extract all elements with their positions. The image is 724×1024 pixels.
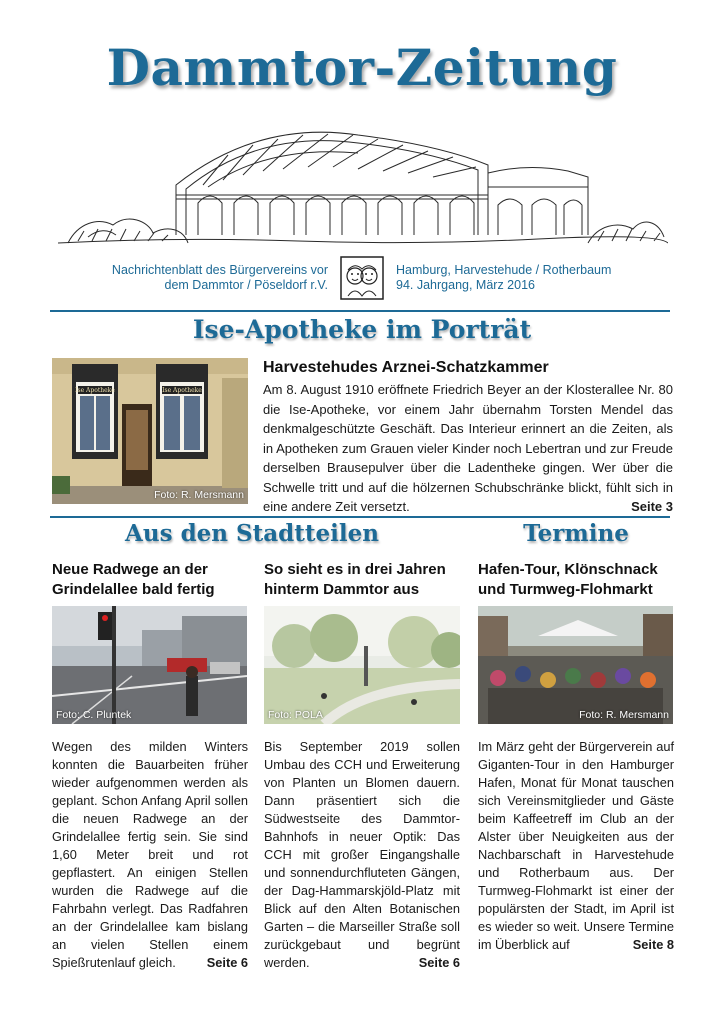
divider-middle [50, 516, 670, 518]
column-1-page-ref: Seite 6 [206, 955, 248, 970]
pharmacy-photo-credit: Foto: R. Mersmann [154, 489, 244, 501]
location-edition-info [396, 263, 656, 293]
feature-section-title: Ise-Apotheke im Porträt [192, 315, 532, 344]
feature-page-ref: Seite 3 [631, 499, 673, 514]
bike-lane-photo [52, 606, 247, 724]
divider-top [50, 310, 670, 312]
pharmacy-photo [52, 358, 248, 504]
cch-rendering-photo [264, 606, 460, 724]
flea-market-photo [478, 606, 673, 724]
column-3-page-ref: Seite 8 [632, 937, 674, 952]
column-1-headline: Neue Radwege an der Grindelallee bald fertig [52, 561, 215, 598]
shop-sign-left: Ise Apotheke [75, 387, 115, 394]
districts-section-title: Aus den Stadtteilen [125, 520, 379, 547]
edition-line: 94. Jahrgang, März 2016 [396, 278, 535, 292]
column-2-text: Bis September 2019 sollen Umbau des CCH und Erweiterung von Planten un Blomen dauern. Dann präsentiert sich die Südwestseite des Dammtor-Bahnhofs in neuer Optik: Das CCH mit großer Eingangshalle und sonnendurchfluteten Gängen, der Dag-Hammarskjöld-Platz mit Blick auf den Alten Botanischen Garten – die Marseiller Straße soll zurückgebaut und begrünt werden. [264, 739, 460, 970]
bike-lane-photo-credit: Foto: C. Pluntek [56, 709, 132, 721]
column-3-body [478, 738, 674, 954]
masthead-title: Dammtor-Zeitung [106, 38, 618, 97]
shop-sign-right: Ise Apotheke [162, 387, 202, 394]
column-3-text: Im März geht der Bürgerverein auf Giganten-Tour in den Hamburger Hafen, Monat für Monat tauschen sich Vereinsmitglieder und Gäste beim Kaffeetreff im Club an der Alster über Neuigkeiten aus der Nachbarschaft in Harvestehude und Rotherbaum aus. Der Turmweg-Flohmarkt ist einer der populärsten der Stadt, im April ist es wieder so weit. Unsere Termine im Überblick auf [478, 739, 674, 952]
column-2-headline: So sieht es in drei Jahren hinterm Dammtor aus [264, 561, 446, 598]
publisher-info: Nachrichtenblatt des Bürgervereins vor dem Dammtor / Pöseldorf r.V. [111, 263, 328, 292]
feature-text: Am 8. August 1910 eröffnete Friedrich Beyer an der Klosterallee Nr. 80 die Ise-Apotheke, vor einem Jahr übernahm Torsten Mendel das denkmalgeschützte Geschäft. Das Interieur erinnert an die Zeiten, als in Apotheken zum Grauen vieler Kinder noch Lebertran und zur Freude derselben Brausepulver über die Ladentheke gingen. Wer über die Schwelle tritt und auf die hölzernen Schubschränke blickt, fühlt sich in eine andere Zeit versetzt. [263, 382, 673, 514]
feature-body [263, 380, 673, 517]
location-line: Hamburg, Harvestehude / Rotherbaum [396, 263, 612, 277]
dammtor-station-illustration [58, 125, 668, 255]
column-2-body [264, 738, 460, 972]
feature-headline: Harvestehudes Arznei-Schatzkammer [263, 359, 549, 376]
flea-market-photo-credit: Foto: R. Mersmann [579, 709, 669, 721]
cch-photo-credit: Foto: POLA [268, 709, 323, 721]
club-logo [340, 256, 384, 300]
column-2-page-ref: Seite 6 [418, 955, 460, 970]
events-section-title: Termine [523, 520, 629, 547]
column-1-body [52, 738, 248, 972]
column-1-text: Wegen des milden Winters konnten die Bauarbeiten früher wieder aufgenommen werden als geplant. Schon Anfang April sollen die neuen Radwege an der Grindelallee fertig sein. Sie sind 1,60 Meter breit und rot gepflastert. An einigen Stellen wurden die Radwege auf die Fahrbahn verlegt. Das Radfahren an der Grindelallee kam bislang an vielen Stellen einem Spießrutenlauf gleich. [52, 739, 248, 970]
column-3-headline: Hafen-Tour, Klönschnack und Turmweg-Flohmarkt [478, 561, 658, 598]
